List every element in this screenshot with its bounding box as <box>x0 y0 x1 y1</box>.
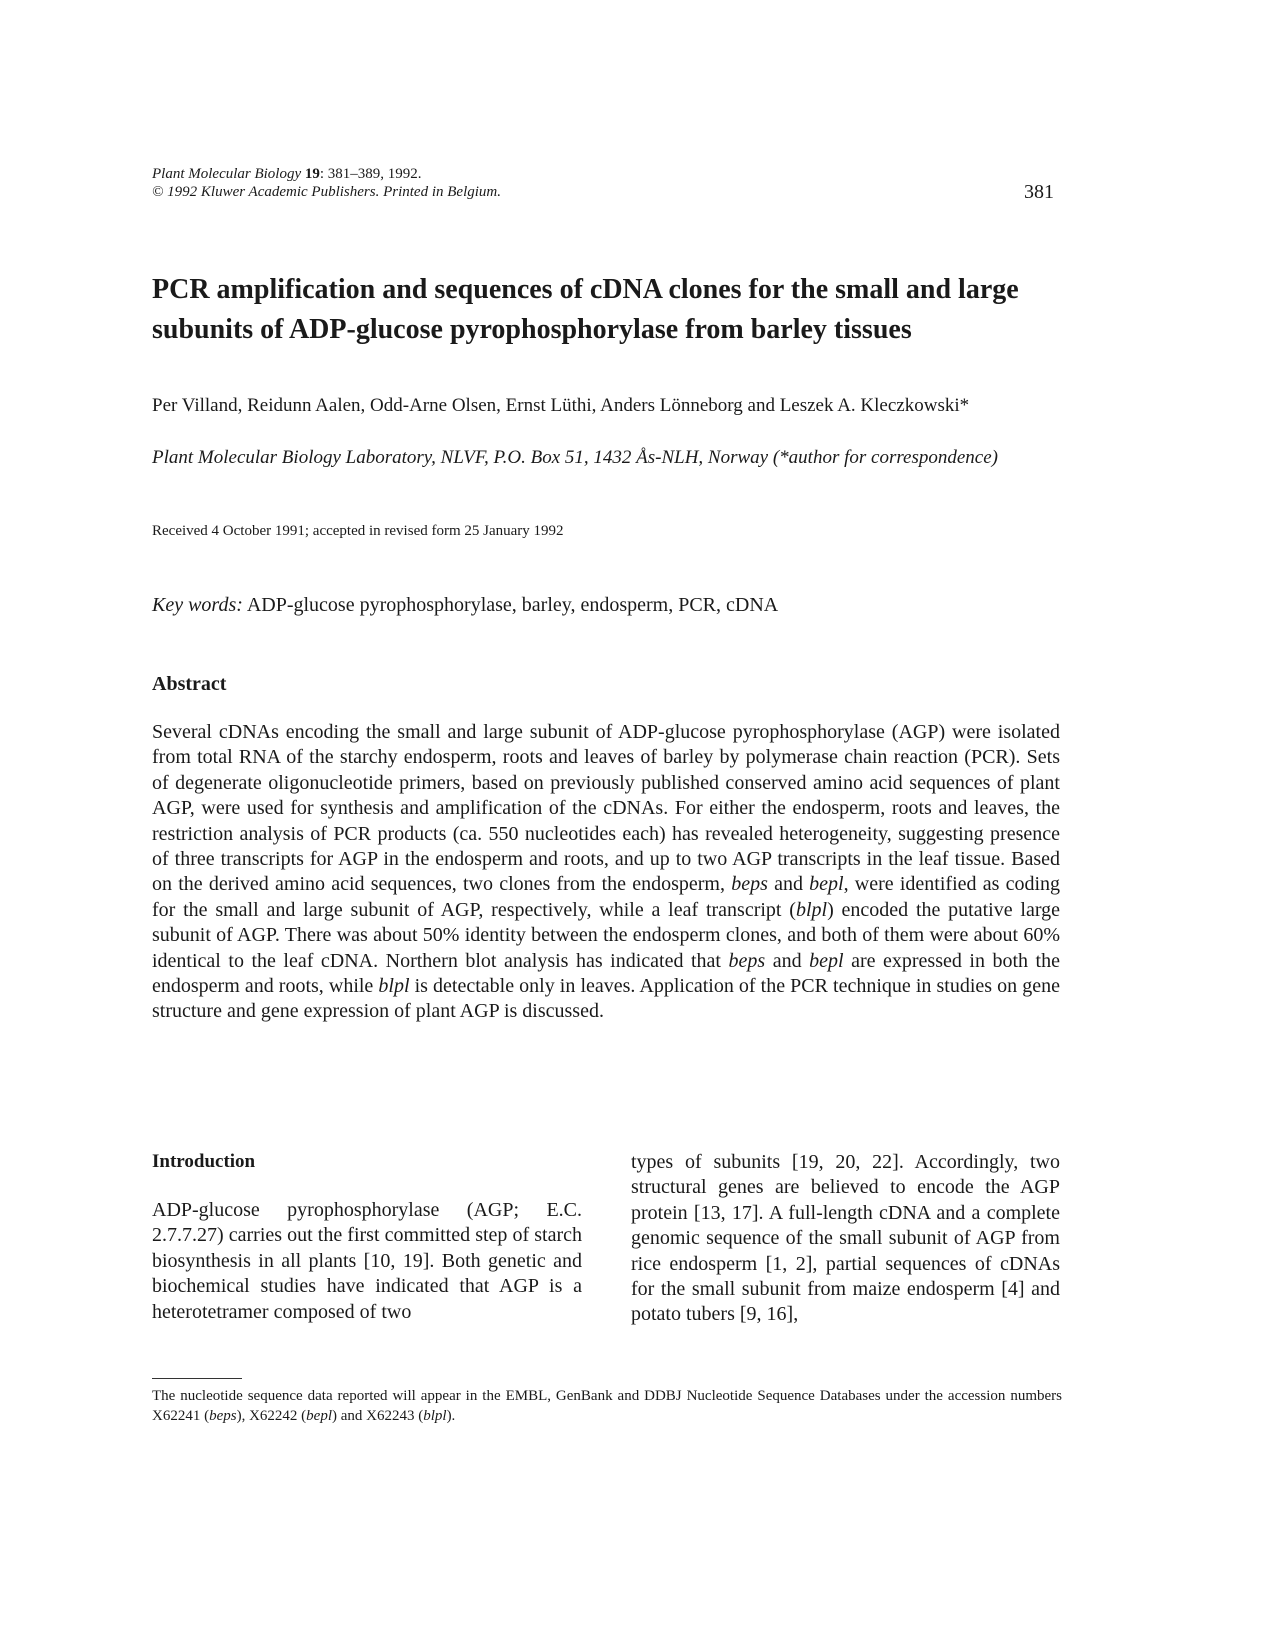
page-number: 381 <box>1024 181 1054 203</box>
gene-beps: beps <box>209 1408 237 1424</box>
received-dates: Received 4 October 1991; accepted in revised form 25 January 1992 <box>152 523 564 539</box>
introduction-text-left: ADP-glucose pyrophosphorylase (AGP; E.C. 2.7.7.27) carries out the first committed step of starch biosynthesis in all plants [10, 19]. Both genetic and biochemical studies have indicated that AGP is a heterotetramer composed of two <box>152 1199 582 1323</box>
gene-blpl: blpl <box>795 898 828 921</box>
introduction-text-right: types of subunits [19, 20, 22]. Accordingly, two structural genes are believed to encode the AGP protein [13, 17]. A full-length cDNA and a complete genomic sequence of the small subunit of AGP from rice endosperm [1, 2], partial sequences of cDNAs for the small subunit from maize endosperm [4] and potato tubers [9, 16], <box>631 1151 1060 1326</box>
keywords-text: ADP-glucose pyrophosphorylase, barley, endosperm, PCR, cDNA <box>246 594 779 616</box>
journal-line <box>152 165 501 183</box>
journal-name: Plant Molecular Biology <box>152 166 302 182</box>
intro-column-right <box>631 1150 1060 1328</box>
journal-pages-year: : 381–389, 1992. <box>319 166 422 182</box>
author-list: Per Villand, Reidunn Aalen, Odd-Arne Olsen, Ernst Lüthi, Anders Lönneborg and Leszek A. Kleczkowski* <box>152 395 970 416</box>
paper-title: PCR amplification and sequences of cDNA clones for the small and large subunits of ADP-glucose pyrophosphorylase from barley tissues <box>152 274 1019 345</box>
copyright-line: © 1992 Kluwer Academic Publishers. Printed in Belgium. <box>152 184 501 200</box>
footnote: The nucleotide sequence data reported will appear in the EMBL, GenBank and DDBJ Nucleotide Sequence Databases under the accession numbers X62241 (beps), X62242 (bepl) and X62243 (blpl). <box>152 1388 1062 1424</box>
gene-blpl: blpl <box>423 1408 447 1424</box>
footnote-rule <box>152 1378 242 1379</box>
gene-beps: beps <box>728 949 766 972</box>
gene-bepl: bepl <box>809 949 844 972</box>
journal-volume: 19 <box>304 166 320 182</box>
gene-bepl: bepl <box>306 1408 332 1424</box>
keywords <box>152 594 778 617</box>
keywords-label: Key words: <box>152 594 243 616</box>
affiliation: Plant Molecular Biology Laboratory, NLVF, P.O. Box 51, 1432 Ås-NLH, Norway (*author for correspondence) <box>152 447 998 468</box>
abstract-body: Several cDNAs encoding the small and large subunit of ADP-glucose pyrophosphorylase (AGP) were isolated from total RNA of the starchy endosperm, roots and leaves of barley by polymerase chain reaction (PCR). Sets of degenerate oligonucleotide primers, based on previously published conserved amino acid sequences of plant AGP, were used for synthesis and amplification of the cDNAs. For either the endosperm, roots and leaves, the restriction analysis of PCR products (ca. 550 nucleotides each) has revealed heterogeneity, suggesting presence of three transcripts for AGP in the endosperm and roots, and up to two AGP transcripts in the leaf tissue. Based on the derived amino acid sequences, two clones from the endosperm, beps and bepl, were identified as coding for the small and large subunit of AGP, respectively, while a leaf transcript (blpl) encoded the putative large subunit of AGP. There was about 50% identity between the endosperm clones, and both of them were about 60% identical to the leaf cDNA. Northern blot analysis has indicated that beps and bepl are expressed in both the endosperm and roots, while blpl is detectable only in leaves. Application of the PCR technique in studies on gene structure and gene expression of plant AGP is discussed. <box>152 721 1061 1023</box>
journal-citation <box>152 165 501 201</box>
gene-blpl: blpl <box>378 975 410 998</box>
introduction-heading: Introduction <box>152 1151 256 1172</box>
intro-column-left <box>152 1150 582 1325</box>
gene-beps: beps <box>731 873 768 896</box>
gene-bepl: bepl <box>809 873 844 896</box>
abstract-heading: Abstract <box>152 673 227 695</box>
